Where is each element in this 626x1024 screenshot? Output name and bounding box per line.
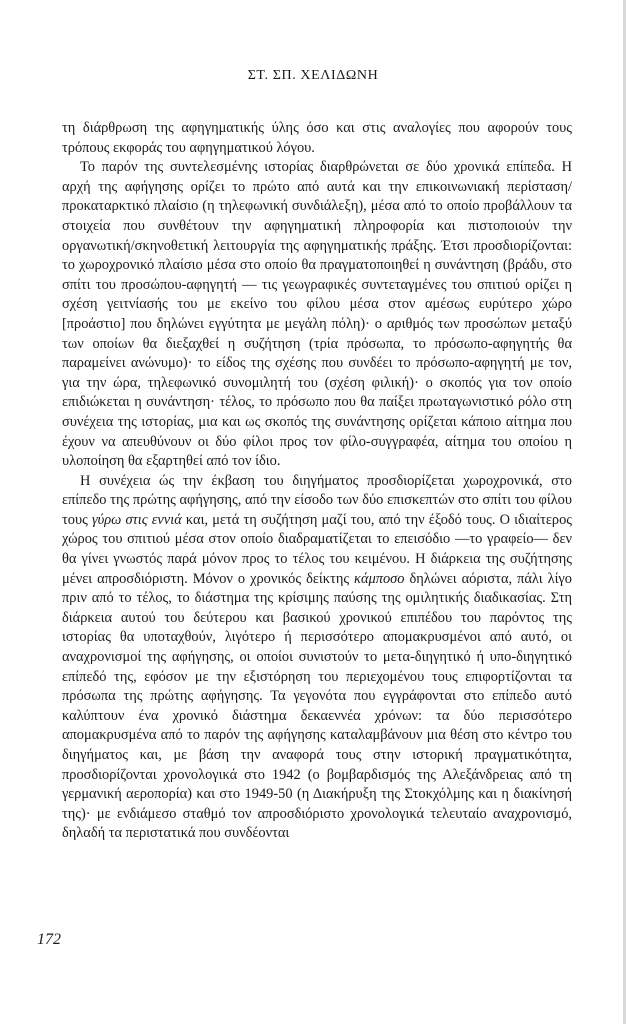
paragraph-3-part-c: δηλώνει αόριστα, πάλι λίγο πριν από το τέλος, το διάστημα της κρίσιμης παύσης της ομιλητικής διαδικασίας. Στη διάρκεια αυτού του δεύτερου και βασικού χρονικού επιπέδου του παρόντος της ιστορίας θα υποταχθούν, λιγότερο ή περισσότερο απομακρυσμένοι από αυτό, οι αναχρονισμοί της αφήγησης, οι οποίοι συνιστούν το μετα-διηγητικό ή υπο-διηγητικό επίπεδό της, εφόσον με την εξιστόρηση του περιεχομένου τους επιφορτίζονται τα πρόσωπα της πρώτης αφήγησης. Τα γεγονότα που εγγράφονται στο επίπεδο αυτό καλύπτουν ένα χρονικό διάστημα δεκαεννέα χρόνων: τα δύο περισσότερο απομακρυσμένα από το παρόν της αφήγησης καταλαμβάνουν μια θέση στο κέντρο του διηγήματος και, με βάση την αναφορά τους στην ιστορική πραγματικότητα, προσδιορίζονται χρονολογικά στο 1942 (ο βομβαρδισμός της Αλεξάνδρειας από τη γερμανική αεροπορία) και στο 1949-50 (η Διακήρυξη της Στοκχόλμης και η διακίνησή της)· με ενδιάμεσο σταθμό τον απροσδιόριστο χρονολογικά τελευταίο αναχρονισμό, δηλαδή τα περιστατικά που συνδέονται bbox=[62, 570, 572, 842]
italic-phrase-time: γύρω στις εννιά bbox=[91, 511, 182, 528]
paragraph-1: τη διάρθρωση της αφηγηματικής ύλης όσο και στις αναλογίες που αφορούν τους τρόπους εκφοράς του αφηγηματικού λόγου. bbox=[62, 120, 572, 156]
page-body bbox=[62, 119, 572, 844]
paragraph-3-part-a: Η συνέχεια ώς την έκβαση του διηγήματος προσδιορίζεται χωροχρονικά, στο επίπεδο της πρώτης αφήγησης, από την είσοδο των δύο επισκεπτών στο σπίτι του φίλου τους bbox=[62, 472, 572, 528]
italic-phrase-duration: κάμποσο bbox=[354, 570, 405, 587]
paragraph-3 bbox=[62, 472, 572, 844]
paragraph-3-part-b: και, μετά τη συζήτηση μαζί του, από την έξοδό τους. Ο ιδιαίτερος χώρος του σπιτιού μέσα στον οποίο διαδραματίζεται το επεισόδιο —το γραφείο— δεν θα γίνει γνωστός παρά μόνον προς το τέλος του κειμένου. Η διάρκεια της συζήτησης μένει απροσδιόριστη. Μόνον ο χρονικός δείκτης bbox=[62, 511, 573, 587]
paragraph-2: Το παρόν της συντελεσμένης ιστορίας διαρθρώνεται σε δύο χρονικά επίπεδα. Η αρχή της αφήγησης ορίζει το πρώτο από αυτά και την επικοινωνιακή περίσταση/προκαταρκτικό πλαίσιο (η τηλεφωνική συνδιάλεξη), μέσα από το οποίο προβάλλουν τα στοιχεία που συνθέτουν την αφηγηματική πληροφορία και πιστοποιούν την οργανωτική/σκηνοθετική λειτουργία της αφηγηματικής πράξης. Έτσι προσδιορίζονται: το χωροχρονικό πλαίσιο μέσα στο οποίο θα πραγματοποιηθεί η συνάντηση (βράδυ, στο σπίτι του προσώπου-αφηγητή — τις γεωγραφικές συντεταγμένες του σπιτιού ορίζει η σχέση γειτνίασής του με εκείνο του φίλου μέσα στον αμέσως ευρύτερο χώρο [προάστιο] που δηλώνει εγγύτητα με μεγάλη πόλη)· ο αριθμός των προσώπων μεταξύ των οποίων θα διεξαχθεί η συζήτηση (τρία πρόσωπα, το πρόσωπο-αφηγητής θα παραμείνει ανώνυμο)· το είδος της σχέσης που συνδέει το πρόσωπο-αφηγητή με τον, για την ώρα, τηλεφωνικό συνομιλητή του (σχέση φιλική)· ο σκοπός για τον οποίο επιδιώκεται η συνάντηση· τέλος, το πρόσωπο που θα παίξει πρωταγωνιστικό ρόλο στη συνέχεια της ιστορίας, μια και ως σκοπός της συνάντησης ορίζεται κάποιο αίτημα που έχουν να απευθύνουν οι δύο φίλοι προς τον φίλο-συγγραφέα, αίτημα του οποίου η υλοποίηση θα εξαρτηθεί από τον ίδιο. bbox=[62, 159, 572, 470]
running-head: ΣΤ. ΣΠ. ΧΕΛΙΔΩΝΗ bbox=[247, 68, 379, 83]
page-number: 172 bbox=[37, 931, 61, 948]
